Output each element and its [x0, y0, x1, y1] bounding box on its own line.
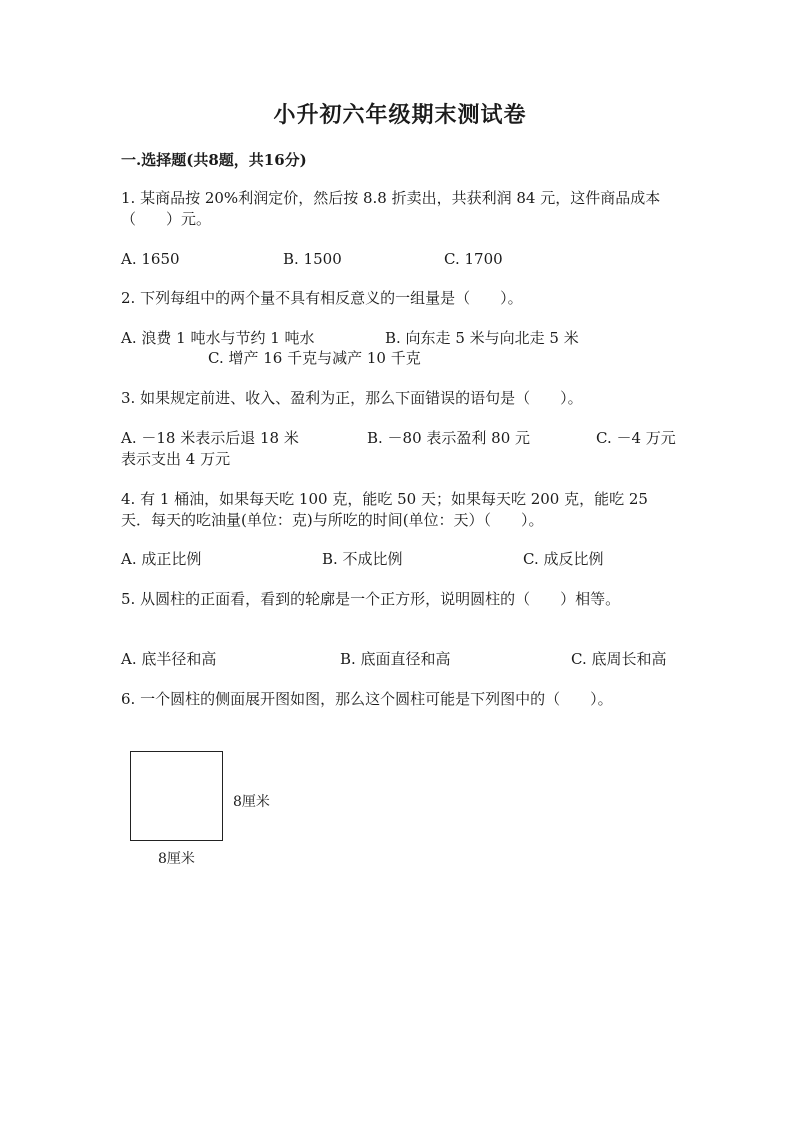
figure-side-label: 8厘米 — [233, 794, 270, 810]
question-2-option-c: C. 增产 16 千克与减产 10 千克 — [208, 349, 421, 367]
section-heading: 一.选择题(共8题，共16分) — [121, 151, 307, 169]
question-2-option-b: B. 向东走 5 米与向北走 5 米 — [385, 329, 579, 347]
question-4-option-a: A. 成正比例 — [121, 550, 202, 568]
question-1-option-b: B. 1500 — [283, 250, 342, 268]
question-5-option-b: B. 底面直径和高 — [340, 650, 451, 668]
question-4-line-2: 天．每天的吃油量(单位：克)与所吃的时间(单位：天）（ ）。 — [121, 511, 544, 529]
question-1-line-2: （ ）元。 — [121, 210, 212, 228]
question-2-option-a: A. 浪费 1 吨水与节约 1 吨水 — [121, 329, 315, 347]
question-4-line-1: 4. 有 1 桶油，如果每天吃 100 克，能吃 50 天；如果每天吃 200 克，能吃 25 — [121, 490, 648, 508]
question-5-line-1: 5. 从圆柱的正面看，看到的轮廓是一个正方形，说明圆柱的（ ）相等。 — [121, 590, 621, 608]
question-5-option-c: C. 底周长和高 — [571, 650, 667, 668]
question-1-line-1: 1. 某商品按 20%利润定价，然后按 8.8 折卖出，共获利润 84 元，这件商品成本 — [121, 189, 661, 207]
question-3-option-c: C. －4 万元 — [596, 429, 676, 447]
unfolded-side-square — [130, 751, 223, 841]
question-3-option-a: A. －18 米表示后退 18 米 — [121, 429, 299, 447]
question-4-option-b: B. 不成比例 — [322, 550, 403, 568]
question-2-line-1: 2. 下列每组中的两个量不具有相反意义的一组量是（ ）。 — [121, 289, 523, 307]
question-3-option-c-continued: 表示支出 4 万元 — [121, 450, 231, 468]
question-1-option-c: C. 1700 — [444, 250, 503, 268]
question-1-option-a: A. 1650 — [121, 250, 180, 268]
question-6-line-1: 6. 一个圆柱的侧面展开图如图，那么这个圆柱可能是下列图中的（ ）。 — [121, 690, 613, 708]
figure-bottom-label: 8厘米 — [158, 851, 195, 867]
question-3-line-1: 3. 如果规定前进、收入、盈利为正，那么下面错误的语句是（ ）。 — [121, 389, 583, 407]
question-5-option-a: A. 底半径和高 — [121, 650, 217, 668]
page-title: 小升初六年级期末测试卷 — [273, 102, 527, 128]
question-4-option-c: C. 成反比例 — [523, 550, 604, 568]
question-3-option-b: B. －80 表示盈利 80 元 — [367, 429, 531, 447]
